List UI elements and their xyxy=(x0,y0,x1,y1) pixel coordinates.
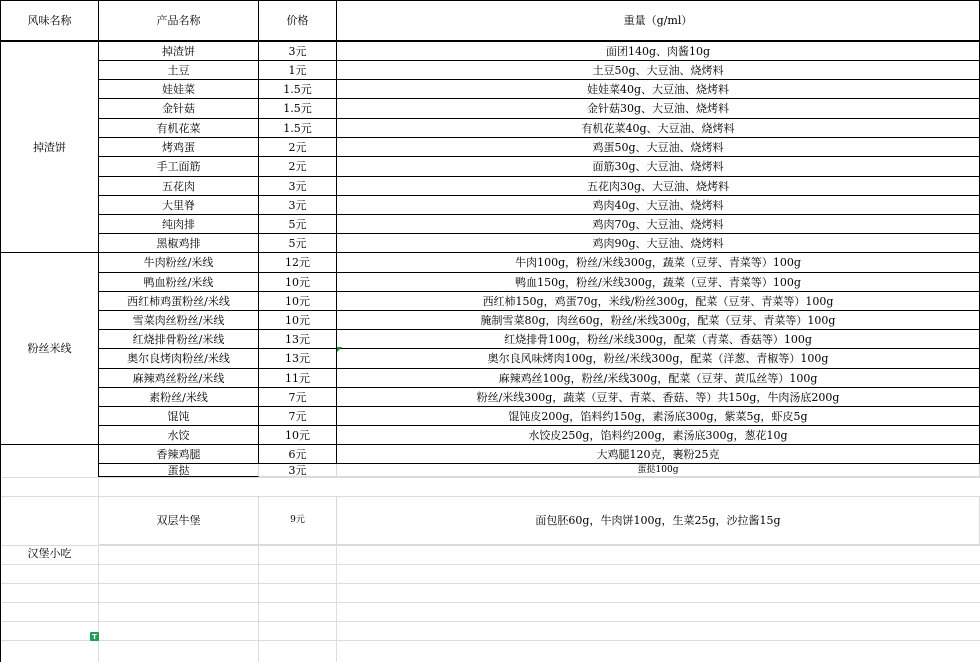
grid-line xyxy=(0,477,980,478)
weight-cell[interactable]: 面包胚60g，牛肉饼100g，生菜25g，沙拉酱15g xyxy=(337,496,980,545)
price-cell[interactable]: 10元 xyxy=(259,292,337,311)
product-cell[interactable]: 水饺 xyxy=(99,426,259,445)
weight-cell[interactable]: 五花肉30g、大豆油、烧烤料 xyxy=(337,177,980,196)
product-cell[interactable]: 西红柿鸡蛋粉丝/米线 xyxy=(99,292,259,311)
product-cell[interactable]: 掉渣饼 xyxy=(99,42,259,61)
price-cell[interactable]: 2元 xyxy=(259,138,337,157)
weight-cell[interactable]: 有机花菜40g、大豆油、烧烤料 xyxy=(337,119,980,138)
product-cell[interactable]: 牛肉粉丝/米线 xyxy=(99,253,259,273)
product-cell[interactable]: 素粉丝/米线 xyxy=(99,388,259,407)
price-cell[interactable]: 5元 xyxy=(259,215,337,234)
group-cell-diaozhabing[interactable]: 掉渣饼 xyxy=(0,42,99,253)
weight-cell[interactable]: 蛋挞100g xyxy=(337,464,980,477)
price-cell[interactable]: 12元 xyxy=(259,253,337,273)
product-cell[interactable]: 红烧排骨粉丝/米线 xyxy=(99,330,259,349)
weight-cell[interactable]: 鸡肉70g、大豆油、烧烤料 xyxy=(337,215,980,234)
weight-cell[interactable]: 水饺皮250g，馅料约200g，素汤底300g，葱花10g xyxy=(337,426,980,445)
product-cell[interactable]: 香辣鸡腿 xyxy=(99,445,259,464)
weight-cell[interactable]: 红烧排骨100g，粉丝/米线300g，配菜（青菜、香菇等）100g xyxy=(337,330,980,349)
price-cell[interactable]: 3元 xyxy=(259,177,337,196)
price-cell[interactable]: 1.5元 xyxy=(259,99,337,119)
weight-cell[interactable]: 鸡肉40g、大豆油、烧烤料 xyxy=(337,196,980,215)
product-cell[interactable]: 馄饨 xyxy=(99,407,259,426)
header-weight[interactable]: 重量（g/ml） xyxy=(337,0,980,42)
grid-line xyxy=(336,545,337,662)
weight-cell[interactable]: 土豆50g、大豆油、烧烤料 xyxy=(337,61,980,80)
weight-cell[interactable]: 粉丝/米线300g，蔬菜（豆芽、青菜、香菇、等）共150g，牛肉汤底200g xyxy=(337,388,980,407)
price-cell[interactable]: 2元 xyxy=(259,157,337,177)
price-cell[interactable]: 6元 xyxy=(259,445,337,464)
product-cell[interactable]: 蛋挞 xyxy=(99,464,259,477)
weight-cell[interactable]: 腌制雪菜80g，肉丝60g，粉丝/米线300g，配菜（豆芽、青菜等）100g xyxy=(337,311,980,330)
weight-cell[interactable]: 面团140g、肉酱10g xyxy=(337,42,980,61)
grid-line xyxy=(0,583,980,584)
grid-line xyxy=(258,545,259,662)
group-cell-hanbaoxiaochi[interactable]: 汉堡小吃 xyxy=(0,445,99,662)
header-product[interactable]: 产品名称 xyxy=(99,0,259,42)
price-cell[interactable]: 13元 xyxy=(259,349,337,369)
product-cell[interactable]: 土豆 xyxy=(99,61,259,80)
header-price[interactable]: 价格 xyxy=(259,0,337,42)
weight-cell[interactable]: 鸡肉90g、大豆油、烧烤料 xyxy=(337,234,980,253)
product-cell[interactable]: 鸭血粉丝/米线 xyxy=(99,273,259,292)
price-cell[interactable]: 9元 xyxy=(259,496,337,545)
grid-line xyxy=(0,545,980,546)
grid-line xyxy=(0,640,980,641)
product-cell[interactable]: 双层牛堡 xyxy=(99,496,259,545)
price-cell[interactable]: 10元 xyxy=(259,273,337,292)
product-cell[interactable]: 麻辣鸡丝粉丝/米线 xyxy=(99,369,259,388)
price-cell[interactable]: 5元 xyxy=(259,234,337,253)
weight-cell[interactable]: 娃娃菜40g、大豆油、烧烤料 xyxy=(337,80,980,99)
price-cell[interactable]: 1.5元 xyxy=(259,80,337,99)
product-cell[interactable]: 大里脊 xyxy=(99,196,259,215)
weight-cell[interactable]: 鸡蛋50g、大豆油、烧烤料 xyxy=(337,138,980,157)
product-cell[interactable]: 纯肉排 xyxy=(99,215,259,234)
price-cell[interactable]: 3元 xyxy=(259,196,337,215)
product-cell[interactable]: 金针菇 xyxy=(99,99,259,119)
grid-line xyxy=(0,602,980,603)
price-cell[interactable]: 3元 xyxy=(259,464,337,477)
price-cell[interactable]: 7元 xyxy=(259,407,337,426)
weight-cell[interactable]: 鸭血150g，粉丝/米线300g，蔬菜（豆芽、青菜等）100g xyxy=(337,273,980,292)
price-cell[interactable]: 10元 xyxy=(259,426,337,445)
weight-cell[interactable]: 牛肉100g，粉丝/米线300g，蔬菜（豆芽、青菜等）100g xyxy=(337,253,980,273)
weight-cell[interactable]: 麻辣鸡丝100g，粉丝/米线300g，配菜（豆芽、黄瓜丝等）100g xyxy=(337,369,980,388)
weight-cell[interactable]: 金针菇30g、大豆油、烧烤料 xyxy=(337,99,980,119)
grid-line xyxy=(0,564,980,565)
product-cell[interactable]: 奥尔良烤肉粉丝/米线 xyxy=(99,349,259,369)
product-cell[interactable]: 雪菜肉丝粉丝/米线 xyxy=(99,311,259,330)
weight-cell[interactable]: 西红柿150g，鸡蛋70g，米线/粉丝300g，配菜（豆芽、青菜等）100g xyxy=(337,292,980,311)
group-cell-fensimixian[interactable]: 粉丝米线 xyxy=(0,253,99,445)
weight-cell[interactable]: 奥尔良风味烤肉100g，粉丝/米线300g，配菜（洋葱、青椒等）100g xyxy=(337,349,980,369)
product-cell[interactable]: 烤鸡蛋 xyxy=(99,138,259,157)
price-cell[interactable]: 1.5元 xyxy=(259,119,337,138)
price-cell[interactable]: 1元 xyxy=(259,61,337,80)
product-cell[interactable]: 黑椒鸡排 xyxy=(99,234,259,253)
header-flavor[interactable]: 风味名称 xyxy=(0,0,99,42)
weight-cell[interactable]: 大鸡腿120克，裹粉25克 xyxy=(337,445,980,464)
product-cell[interactable]: 娃娃菜 xyxy=(99,80,259,99)
price-cell[interactable]: 13元 xyxy=(259,330,337,349)
price-cell[interactable]: 3元 xyxy=(259,42,337,61)
product-cell[interactable]: 有机花菜 xyxy=(99,119,259,138)
weight-cell[interactable]: 馄饨皮200g，馅料约150g，素汤底300g，紫菜5g，虾皮5g xyxy=(337,407,980,426)
product-cell[interactable]: 五花肉 xyxy=(99,177,259,196)
product-cell[interactable]: 手工面筋 xyxy=(99,157,259,177)
price-cell[interactable]: 10元 xyxy=(259,311,337,330)
grid-line xyxy=(0,621,980,622)
text-tag-icon[interactable]: T xyxy=(90,632,99,641)
weight-cell[interactable]: 面筋30g、大豆油、烧烤料 xyxy=(337,157,980,177)
price-cell[interactable]: 7元 xyxy=(259,388,337,407)
comment-marker-icon[interactable] xyxy=(337,347,342,352)
price-cell[interactable]: 11元 xyxy=(259,369,337,388)
